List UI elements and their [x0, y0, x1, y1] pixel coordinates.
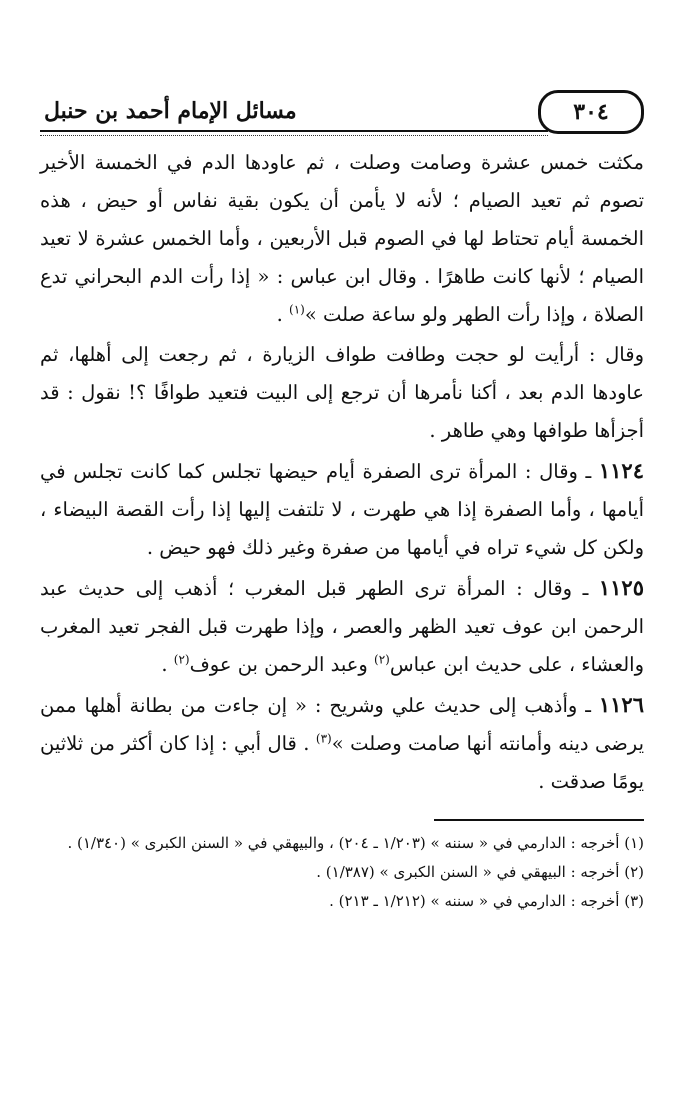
- footnote-ref-3: (٣): [315, 731, 332, 746]
- book-page: [40, 88, 644, 916]
- issue-text-cont: وعبد الرحمن بن عوف: [189, 653, 375, 676]
- issue-number: ١١٢٦: [598, 692, 644, 717]
- issue-text: ـ وقال : المرأة ترى الطهر قبل المغرب ؛ أذهب إلى حديث عبد الرحمن ابن عوف تعيد الظهر والعصر ، وإذا طهرت قبل الفجر تعيد المغرب والعشاء ، على حديث ابن عباس: [40, 577, 644, 676]
- header-rule: [40, 130, 548, 132]
- issue-number: ١١٢٤: [598, 458, 644, 483]
- paragraph-2: وقال : أرأيت لو حجت وطافت طواف الزيارة ، ثم رجعت إلى أهلها، ثم عاودها الدم بعد ، أكنا نأمرها أن ترجع إلى البيت فتعيد طوافًا ؟! نقول : قد أجزأها طوافها وهي طاهر .: [40, 343, 644, 442]
- footnote-ref-2b: (٢): [173, 652, 190, 667]
- footnote-2: (٢) أخرجه : البيهقي في « السنن الكبرى » (١/٣٨٧) .: [316, 863, 644, 881]
- footnote-1: (١) أخرجه : الدارمي في « سننه » (١/٢٠٣ ـ ٢٠٤) ، والبيهقي في « السنن الكبرى » (١/٣٤٠) .: [67, 834, 644, 852]
- footnotes: [40, 829, 644, 916]
- issue-1126: [40, 686, 644, 801]
- page-number-badge: [538, 90, 644, 134]
- paragraph-1-end: .: [276, 303, 290, 326]
- footnote-3: (٣) أخرجه : الدارمي في « سننه » (١/٢١٢ ـ ٢١٣) .: [329, 892, 644, 910]
- issue-1124: [40, 452, 644, 567]
- running-title: مسائل الإمام أحمد بن حنبل: [44, 98, 297, 124]
- paragraph-1-text: مكثت خمس عشرة وصامت وصلت ، ثم عاودها الدم في الخمسة الأخير تصوم ثم تعيد الصيام ؛ لأنه لا يأمن أن يكون بقية نفاس أو حيض ، هذه الخمسة أيام تحتاط لها في الصوم قبل الأربعين ، وأما الخمس عشرة لا تعيد الصيام ؛ لأنها كانت طاهرًا . وقال ابن عباس : « إذا رأت الدم البحراني تدع الصلاة ، وإذا رأت الطهر ولو ساعة صلت »: [40, 151, 644, 326]
- page-header: [40, 88, 644, 138]
- main-text: [40, 144, 644, 801]
- header-rule-dotted: [40, 135, 548, 136]
- issue-text-cont: . قال أبي : إذا كان أكثر من ثلاثين يومًا صدقت .: [40, 732, 644, 793]
- issue-number: ١١٢٥: [598, 575, 644, 600]
- issue-1125: [40, 569, 644, 684]
- footnote-separator: [434, 819, 644, 821]
- paragraph-1: [40, 144, 644, 334]
- issue-text: ـ وأذهب إلى حديث علي وشريح : « إن جاءت من بطانة أهلها ممن يرضى دينه وأمانته أنها صامت وصلت »: [40, 694, 644, 755]
- footnote-ref-2: (٢): [374, 652, 390, 667]
- issue-text-end: .: [161, 653, 174, 676]
- footnote-ref-1: (١): [289, 302, 305, 317]
- page-number: ٣٠٤: [573, 99, 609, 125]
- issue-text: ـ وقال : المرأة ترى الصفرة أيام حيضها تجلس كما كانت تجلس في أيامها ، وأما الصفرة إذا هي طهرت ، لا تلتفت إليها إذا رأت القصة البيضاء ، ولكن كل شيء تراه في أيامها من صفرة وغير ذلك فهو حيض .: [40, 460, 644, 559]
